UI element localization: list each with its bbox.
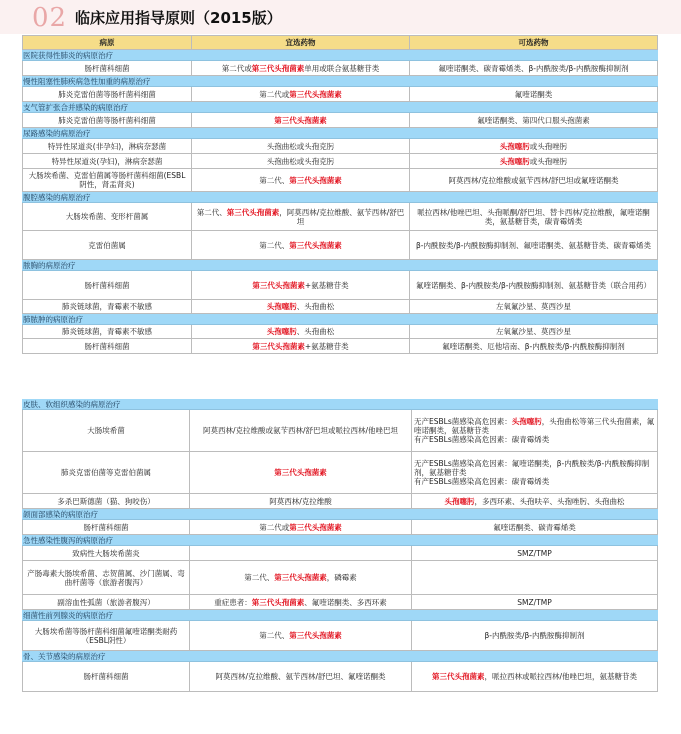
section-header: 肺脓肿的病原治疗 — [22, 314, 658, 325]
cell-text: 阿莫西林/克拉维酸或氨苄西林/舒巴坦或哌拉西林/他唑巴坦 — [202, 426, 399, 435]
cell-text: 头孢曲松或头孢克肟 — [266, 156, 335, 166]
cell-alternative — [412, 520, 658, 534]
antibiotic-table-bottom — [22, 399, 658, 692]
cell-text: 氟喹诺酮类 — [514, 89, 553, 99]
cell-alternative — [410, 271, 658, 299]
cell-alternative — [410, 339, 658, 353]
antibiotic-table-top — [22, 35, 658, 354]
cell-text: 有产ESBLs菌感染高危因素：碳青霉烯类 — [414, 435, 550, 444]
highlight-drug: 第三代头孢菌素 — [289, 240, 342, 250]
cell-preferred — [190, 561, 412, 594]
cell-text: 大肠埃希菌等肠杆菌科细菌氟喹诺酮类耐药（ESBL阴性） — [34, 626, 178, 645]
cell-pathogen — [22, 662, 190, 691]
cell-text: 、头孢曲松 — [296, 327, 335, 336]
cell-text: ，哌拉西林或哌拉西林/他唑巴坦，氨基糖苷类 — [484, 672, 638, 681]
cell-text: 或头孢唑肟 — [529, 141, 568, 151]
highlight-drug: 第三代头孢菌素 — [251, 597, 305, 607]
table-row — [22, 325, 658, 339]
table-row — [22, 271, 658, 300]
highlight-drug: 第三代头孢菌素 — [251, 63, 305, 73]
title-bar — [0, 0, 681, 34]
cell-alternative — [410, 61, 658, 75]
section-header: 急性感染性腹泻的病原治疗 — [22, 535, 658, 546]
header-preferred: 宜选药物 — [192, 36, 410, 49]
cell-text: 氟喹诺酮类、厄他培南、β-内酰胺类/β-内酰胺酶抑制剂 — [442, 341, 625, 351]
cell-pathogen — [22, 139, 192, 153]
cell-pathogen — [22, 154, 192, 168]
table-row — [22, 61, 658, 76]
cell-preferred — [190, 621, 412, 650]
highlight-drug: 头孢噻肟 — [499, 156, 530, 166]
highlight-drug: 第三代头孢菌素 — [431, 672, 485, 681]
cell-text: 氟喹诺酮类、碳青霉烯类、β-内酰胺类/β-内酰胺酶抑制剂 — [438, 63, 629, 73]
cell-alternative — [410, 87, 658, 101]
table-row — [22, 410, 658, 452]
cell-text: 无产ESBLs菌感染高危因素： — [414, 417, 512, 426]
table-row — [22, 231, 658, 260]
table-row — [22, 339, 658, 354]
cell-alternative — [410, 154, 658, 168]
section-header: 脓胸的病原治疗 — [22, 260, 658, 271]
cell-text: 无产ESBLs菌感染高危因素：氟喹诺酮类，β-内酰胺类/β-内酰胺酶抑制剂，氨基糖苷类 — [414, 459, 650, 477]
cell-alternative — [412, 410, 658, 451]
cell-preferred — [192, 231, 410, 259]
cell-text: 副溶血性弧菌（旅游者腹泻） — [57, 597, 155, 607]
cell-alternative — [412, 662, 658, 691]
cell-text: +氨基糖苷类 — [304, 341, 349, 351]
cell-text: 或头孢唑肟 — [529, 156, 568, 166]
cell-text: 肠杆菌科细菌 — [84, 280, 130, 290]
cell-preferred — [192, 169, 410, 191]
cell-preferred — [190, 494, 412, 508]
cell-text: 氟喹诺酮类、β-内酰胺类/β-内酰胺酶抑制剂、氨基糖苷类（联合用药） — [415, 280, 651, 290]
cell-preferred — [190, 410, 412, 451]
table-row — [22, 154, 658, 169]
highlight-drug: 第三代头孢菌素 — [289, 522, 342, 532]
cell-text: 特异性尿道炎(非孕妇)，淋病奈瑟菌 — [47, 141, 167, 151]
cell-alternative — [410, 169, 658, 191]
cell-preferred — [192, 154, 410, 168]
highlight-drug: 第三代头孢菌素 — [289, 631, 342, 640]
cell-text: 克雷伯菌属 — [88, 240, 126, 250]
cell-text: 左氧氟沙星、莫西沙星 — [496, 327, 571, 336]
cell-pathogen — [22, 325, 192, 338]
highlight-drug: 头孢噻肟 — [266, 327, 297, 336]
cell-text: 单用或联合氨基糖苷类 — [304, 63, 380, 73]
cell-preferred — [192, 139, 410, 153]
section-header: 颌面部感染的病原治疗 — [22, 509, 658, 520]
cell-preferred — [190, 662, 412, 691]
section-header: 腹腔感染的病原治疗 — [22, 192, 658, 203]
cell-preferred — [192, 271, 410, 299]
cell-text: 大肠埃希菌、变形杆菌属 — [65, 212, 149, 221]
highlight-drug: 头孢噻肟 — [266, 302, 297, 311]
cell-text: 有产ESBLs菌感染高危因素：碳青霉烯类 — [414, 477, 550, 486]
section-header: 骨、关节感染的病原治疗 — [22, 651, 658, 662]
cell-text: 第二代、 — [259, 631, 290, 640]
cell-pathogen — [22, 452, 190, 493]
cell-text: 左氧氟沙星、莫西沙星 — [496, 302, 571, 311]
table-row — [22, 520, 658, 535]
cell-pathogen — [22, 231, 192, 259]
cell-preferred — [190, 546, 412, 560]
cell-preferred — [192, 339, 410, 353]
cell-text: 、氟喹诺酮类、多西环素 — [304, 597, 387, 607]
cell-text: SMZ/TMP — [517, 597, 552, 607]
highlight-drug: 第三代头孢菌素 — [274, 573, 327, 582]
cell-text: ，磷霉素 — [326, 573, 357, 582]
cell-text: 肺炎链球菌，青霉素不敏感 — [62, 327, 152, 336]
cell-pathogen — [22, 339, 192, 353]
cell-text: 肺炎克雷伯菌等肠杆菌科细菌 — [58, 89, 156, 99]
cell-preferred — [190, 452, 412, 493]
table-row — [22, 621, 658, 651]
table-row — [22, 203, 658, 231]
section-number: 02 — [32, 3, 68, 33]
cell-text: 阿莫西林/克拉维酸或氨苄西林/舒巴坦或氟喹诺酮类 — [448, 175, 619, 185]
cell-text: ，阿莫西林/克拉维酸、氨苄西林/舒巴坦 — [279, 207, 405, 226]
cell-pathogen — [22, 410, 190, 451]
table-row — [22, 561, 658, 595]
cell-text: 产肠毒素大肠埃希菌、志贺菌属、沙门菌属、弯曲杆菌等（旅游者腹泻） — [27, 568, 185, 587]
cell-pathogen — [22, 113, 192, 127]
cell-text: 第二代或 — [259, 89, 290, 99]
cell-pathogen — [22, 203, 192, 230]
cell-text: 致病性大肠埃希菌炎 — [72, 548, 140, 558]
highlight-drug: 第三代头孢菌素 — [252, 280, 305, 290]
page-title: 临床应用指导原则（2015版） — [75, 9, 282, 27]
highlight-drug: 第三代头孢菌素 — [226, 207, 280, 217]
cell-alternative — [410, 325, 658, 338]
table-row — [22, 546, 658, 561]
cell-pathogen — [22, 271, 192, 299]
cell-text: 、头孢曲松 — [296, 302, 335, 311]
cell-pathogen — [22, 87, 192, 101]
cell-alternative — [410, 113, 658, 127]
section-header: 慢性阻塞性肺疾病急性加重的病原治疗 — [22, 76, 658, 87]
cell-text: 氟喹诺酮类、碳青霉烯类 — [493, 522, 576, 532]
cell-alternative — [410, 300, 658, 313]
header-pathogen: 病原 — [22, 36, 192, 49]
cell-preferred — [192, 300, 410, 313]
highlight-drug: 头孢噻肟 — [499, 141, 530, 151]
cell-alternative — [410, 231, 658, 259]
table-row — [22, 300, 658, 314]
section-header: 支气管扩张合并感染的病原治疗 — [22, 102, 658, 113]
cell-text: 肠杆菌科细菌 — [83, 672, 129, 681]
cell-text: 多杀巴斯德菌（猫、狗咬伤） — [57, 496, 155, 506]
highlight-drug: 头孢噻肟 — [511, 417, 542, 426]
cell-alternative — [412, 621, 658, 650]
cell-text: 特异性尿道炎(孕妇)，淋病奈瑟菌 — [51, 156, 163, 166]
cell-pathogen — [22, 621, 190, 650]
table-header — [22, 35, 658, 50]
table-row — [22, 662, 658, 692]
cell-text: β-内酰胺类/β-内酰胺酶抑制剂、氟喹诺酮类、氨基糖苷类、碳青霉烯类 — [415, 240, 651, 250]
cell-alternative — [412, 494, 658, 508]
cell-preferred — [192, 325, 410, 338]
cell-text: 阿莫西林/克拉维酸 — [269, 496, 332, 506]
highlight-drug: 头孢噻肟 — [444, 496, 475, 506]
cell-text: 第二代或 — [221, 63, 252, 73]
section-header: 皮肤、软组织感染的病原治疗 — [22, 399, 658, 410]
cell-text: 肠杆菌科细菌 — [83, 522, 129, 532]
cell-text: 重症患者： — [214, 597, 252, 607]
section-header: 细菌性前列腺炎的病原治疗 — [22, 610, 658, 621]
table-row — [22, 452, 658, 494]
cell-alternative — [412, 561, 658, 594]
cell-text: 第二代或 — [259, 522, 290, 532]
cell-text: 肠杆菌科细菌 — [84, 63, 130, 73]
cell-pathogen — [22, 61, 192, 75]
cell-text: 肺炎链球菌，青霉素不敏感 — [62, 302, 152, 311]
cell-text: 氟喹诺酮类、第四代口服头孢菌素 — [477, 115, 590, 125]
cell-preferred — [192, 113, 410, 127]
cell-alternative — [412, 595, 658, 609]
cell-text: ，头孢曲松等第三代头孢菌素，氟喹诺酮类，氨基糖苷类 — [414, 417, 655, 435]
header-alternative: 可选药物 — [410, 36, 658, 49]
table-row — [22, 595, 658, 610]
section-header: 医院获得性肺炎的病原治疗 — [22, 50, 658, 61]
table-row — [22, 87, 658, 102]
cell-alternative — [410, 203, 658, 230]
highlight-drug: 第三代头孢菌素 — [289, 89, 342, 99]
cell-text: 大肠埃希菌、克雷伯菌属等肠杆菌科细菌(ESBL阴性，肾盂肾炎) — [28, 171, 186, 189]
cell-pathogen — [22, 561, 190, 594]
cell-alternative — [410, 139, 658, 153]
cell-alternative — [412, 546, 658, 560]
cell-pathogen — [22, 595, 190, 609]
cell-preferred — [190, 595, 412, 609]
cell-alternative — [412, 452, 658, 493]
cell-text: 肠杆菌科细菌 — [84, 341, 130, 351]
cell-text: 第二代、 — [244, 573, 275, 582]
cell-text: 肺炎克雷伯菌等肠杆菌科细菌 — [58, 115, 156, 125]
cell-text: +氨基糖苷类 — [304, 280, 349, 290]
cell-text: 第二代、 — [259, 240, 290, 250]
cell-text: ，多西环素、头孢呋辛、头孢唑肟、头孢曲松 — [474, 496, 625, 506]
table-row — [22, 113, 658, 128]
cell-pathogen — [22, 546, 190, 560]
cell-preferred — [192, 203, 410, 230]
cell-text: 第二代、 — [196, 207, 227, 217]
cell-text: 肺炎克雷伯菌等克雷伯菌属 — [61, 468, 151, 477]
cell-text: SMZ/TMP — [517, 548, 552, 558]
cell-preferred — [192, 61, 410, 75]
cell-text: 大肠埃希菌 — [87, 426, 125, 435]
cell-pathogen — [22, 169, 192, 191]
cell-text: 头孢曲松或头孢克肟 — [266, 141, 335, 151]
cell-text: 第二代、 — [259, 175, 290, 185]
cell-pathogen — [22, 520, 190, 534]
cell-preferred — [192, 87, 410, 101]
section-header: 尿路感染的病原治疗 — [22, 128, 658, 139]
highlight-drug: 第三代头孢菌素 — [274, 115, 327, 125]
cell-text: β-内酰胺类/β-内酰胺酶抑制剂 — [484, 631, 585, 640]
highlight-drug: 第三代头孢菌素 — [274, 468, 327, 477]
cell-pathogen — [22, 300, 192, 313]
highlight-drug: 第三代头孢菌素 — [289, 175, 342, 185]
cell-preferred — [190, 520, 412, 534]
table-row — [22, 494, 658, 509]
cell-text: 阿莫西林/克拉维酸、氨苄西林/舒巴坦、氟喹诺酮类 — [215, 672, 386, 681]
highlight-drug: 第三代头孢菌素 — [252, 341, 305, 351]
table-row — [22, 139, 658, 154]
cell-text: 哌拉西林/他唑巴坦、头孢哌酮/舒巴坦、替卡西林/克拉维酸，氟喹诺酮类，氨基糖苷类，碳青霉烯类 — [417, 207, 650, 226]
table-row — [22, 169, 658, 192]
cell-pathogen — [22, 494, 190, 508]
